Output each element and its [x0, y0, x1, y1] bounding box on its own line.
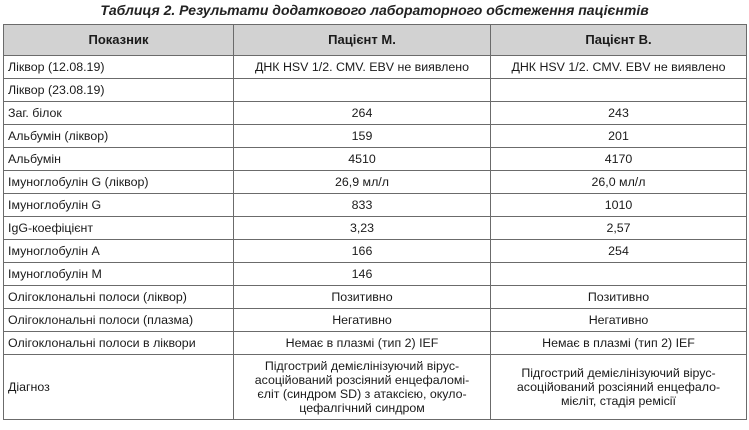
patient-v-diagnosis	[491, 355, 747, 420]
diagnosis-line: Підгострий демієлінізуючий вірус-	[521, 366, 716, 380]
patient-m-value: Позитивно	[234, 286, 491, 309]
patient-m-value: 26,9 мл/л	[234, 171, 491, 194]
header-row	[4, 25, 747, 56]
table-row	[4, 56, 747, 79]
patient-v-value: 26,0 мл/л	[491, 171, 747, 194]
diagnosis-line: Підгострий демієлінізуючий вірус-	[264, 359, 460, 373]
table-row	[4, 309, 747, 332]
patient-m-diagnosis	[234, 355, 491, 420]
patient-v-value	[491, 79, 747, 102]
table-row	[4, 240, 747, 263]
row-label: IgG-коефіцієнт	[4, 217, 234, 240]
lab-results-table	[3, 24, 747, 420]
table-row	[4, 286, 747, 309]
row-label: Імуноглобулін G (ліквор)	[4, 171, 234, 194]
diagnosis-line: єліт (синдром SD) з атаксією, окуло-	[257, 387, 467, 401]
diagnosis-line: цефалгічний синдром	[299, 401, 425, 415]
patient-m-value: Немає в плазмі (тип 2) IEF	[234, 332, 491, 355]
row-label: Альбумін (ліквор)	[4, 125, 234, 148]
row-label: Олігоклональні полоси (ліквор)	[4, 286, 234, 309]
patient-m-value: ДНК HSV 1/2. CMV. EBV не виявлено	[234, 56, 491, 79]
table-row	[4, 194, 747, 217]
patient-m-value: 833	[234, 194, 491, 217]
row-label: Імуноглобулін А	[4, 240, 234, 263]
patient-v-value: 243	[491, 102, 747, 125]
patient-v-value: 2,57	[491, 217, 747, 240]
table-row	[4, 148, 747, 171]
row-label: Заг. білок	[4, 102, 234, 125]
table-row	[4, 171, 747, 194]
diagnosis-line: мієліт, стадія ремісії	[561, 394, 676, 408]
diagnosis-row	[4, 355, 747, 420]
patient-v-value: 201	[491, 125, 747, 148]
patient-v-value: Негативно	[491, 309, 747, 332]
table-row	[4, 102, 747, 125]
header-patient-v: Пацієнт В.	[491, 25, 747, 56]
row-label: Олігоклональні полоси (плазма)	[4, 309, 234, 332]
table-caption: Таблиця 2. Результати додаткового лабораторного обстеження пацієнтів	[100, 2, 649, 18]
table-row	[4, 125, 747, 148]
patient-m-value: 4510	[234, 148, 491, 171]
table-row	[4, 79, 747, 102]
patient-m-value: Негативно	[234, 309, 491, 332]
row-label: Олігоклональні полоси в ліквори	[4, 332, 234, 355]
patient-m-value	[234, 79, 491, 102]
table-row	[4, 332, 747, 355]
patient-m-value: 166	[234, 240, 491, 263]
patient-m-value: 146	[234, 263, 491, 286]
table-row	[4, 263, 747, 286]
header-indicator: Показник	[4, 25, 234, 56]
row-label: Імуноглобулін М	[4, 263, 234, 286]
patient-m-value: 264	[234, 102, 491, 125]
table-row	[4, 217, 747, 240]
diagnosis-line: асоційований розсіяний енцефало-	[516, 380, 721, 394]
patient-v-value: Немає в плазмі (тип 2) IEF	[491, 332, 747, 355]
patient-v-value: Позитивно	[491, 286, 747, 309]
patient-m-value: 3,23	[234, 217, 491, 240]
patient-v-value: 4170	[491, 148, 747, 171]
row-label: Альбумін	[4, 148, 234, 171]
row-label: Ліквор (23.08.19)	[4, 79, 234, 102]
diagnosis-line: асоційований розсіяний енцефаломі-	[254, 373, 470, 387]
header-patient-m: Пацієнт М.	[234, 25, 491, 56]
patient-v-value: ДНК HSV 1/2. CMV. EBV не виявлено	[491, 56, 747, 79]
patient-m-value: 159	[234, 125, 491, 148]
row-label: Імуноглобулін G	[4, 194, 234, 217]
patient-v-value	[491, 263, 747, 286]
patient-v-value: 1010	[491, 194, 747, 217]
row-label: Діагноз	[4, 355, 234, 420]
row-label: Ліквор (12.08.19)	[4, 56, 234, 79]
patient-v-value: 254	[491, 240, 747, 263]
